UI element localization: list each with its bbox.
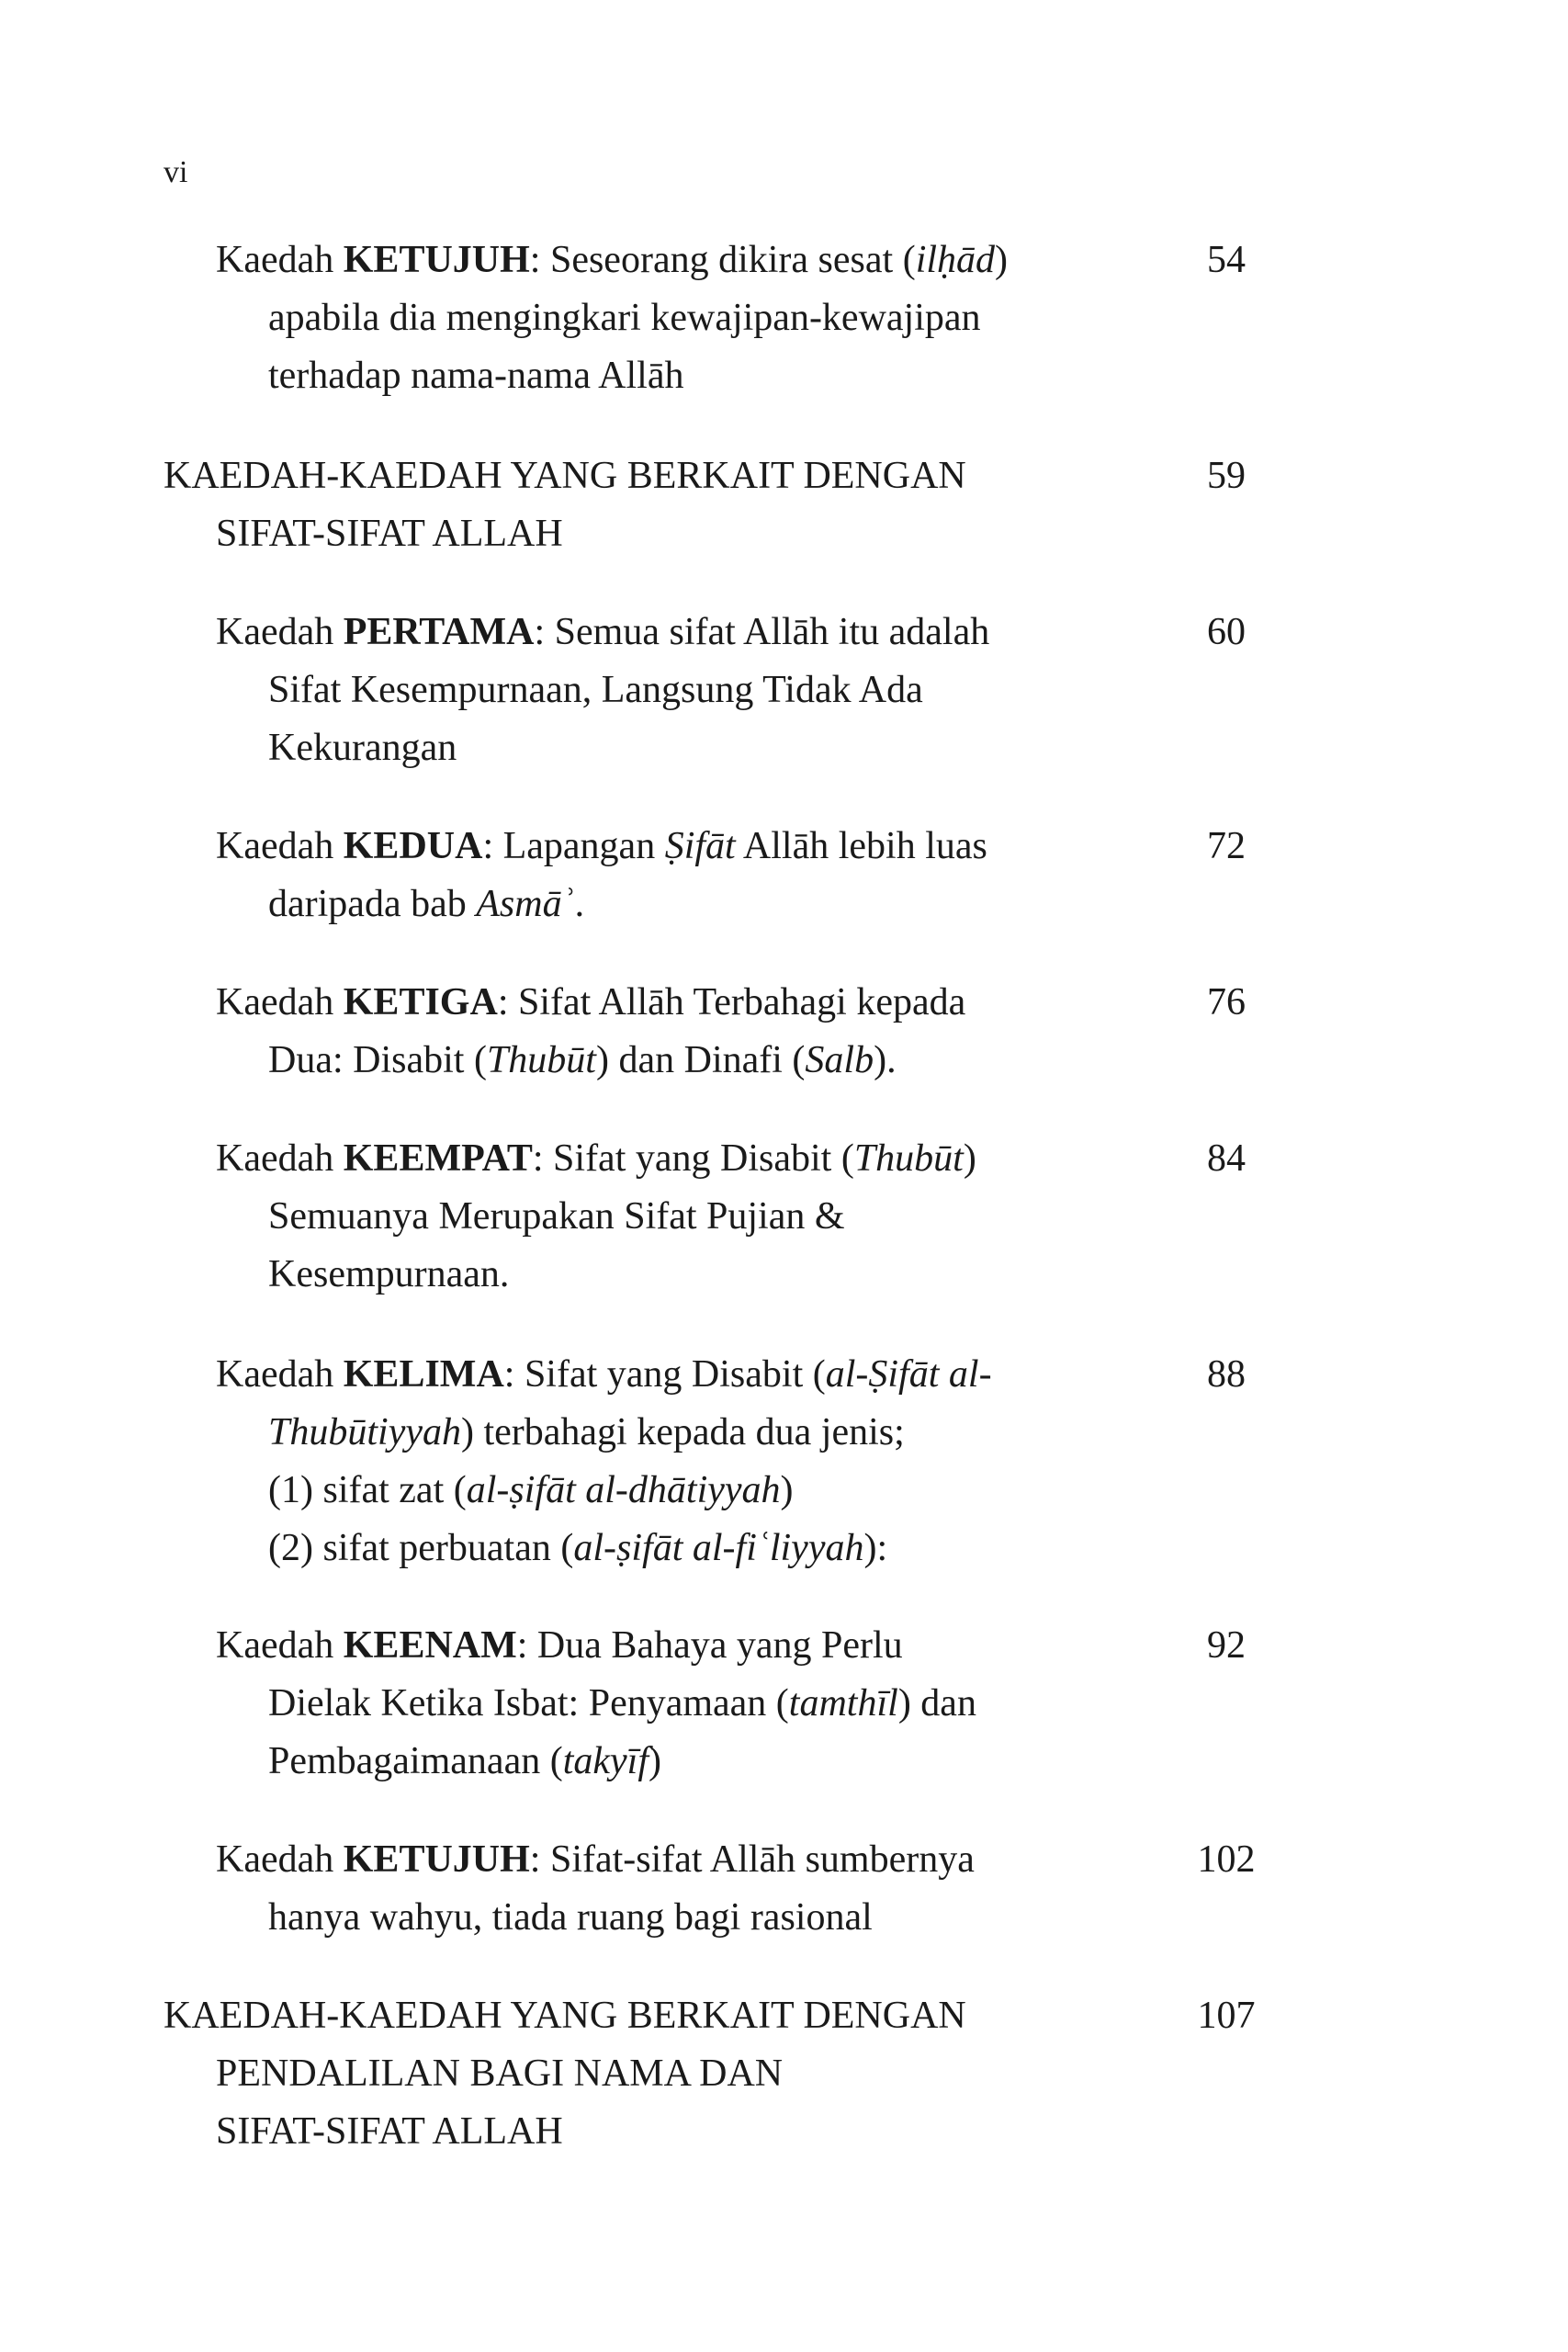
toc-page-number: 59 [1207,455,1246,497]
entry-ordinal: KEDUA [343,825,483,867]
toc-page-number: 84 [1207,1137,1246,1180]
entry-ordinal: KELIMA [343,1353,504,1396]
entry-ordinal: KEENAM [343,1624,517,1667]
page-number: vi [164,155,188,189]
entry-ordinal: KETIGA [343,981,498,1023]
toc-page-number: 76 [1207,981,1246,1023]
toc-page-number: 102 [1197,1838,1256,1881]
entry-ordinal: KETUJUH [343,239,530,281]
toc-page-number: 60 [1207,611,1246,653]
toc-page-number: 88 [1207,1353,1246,1396]
toc-page-number: 107 [1197,1995,1256,2037]
entry-ordinal: KETUJUH [343,1838,530,1881]
entry-ordinal: KEEMPAT [343,1137,533,1180]
entry-ordinal: PERTAMA [343,611,535,653]
toc-page-number: 72 [1207,825,1246,867]
toc-page-number: 92 [1207,1624,1246,1667]
toc-page-number: 54 [1207,239,1246,281]
